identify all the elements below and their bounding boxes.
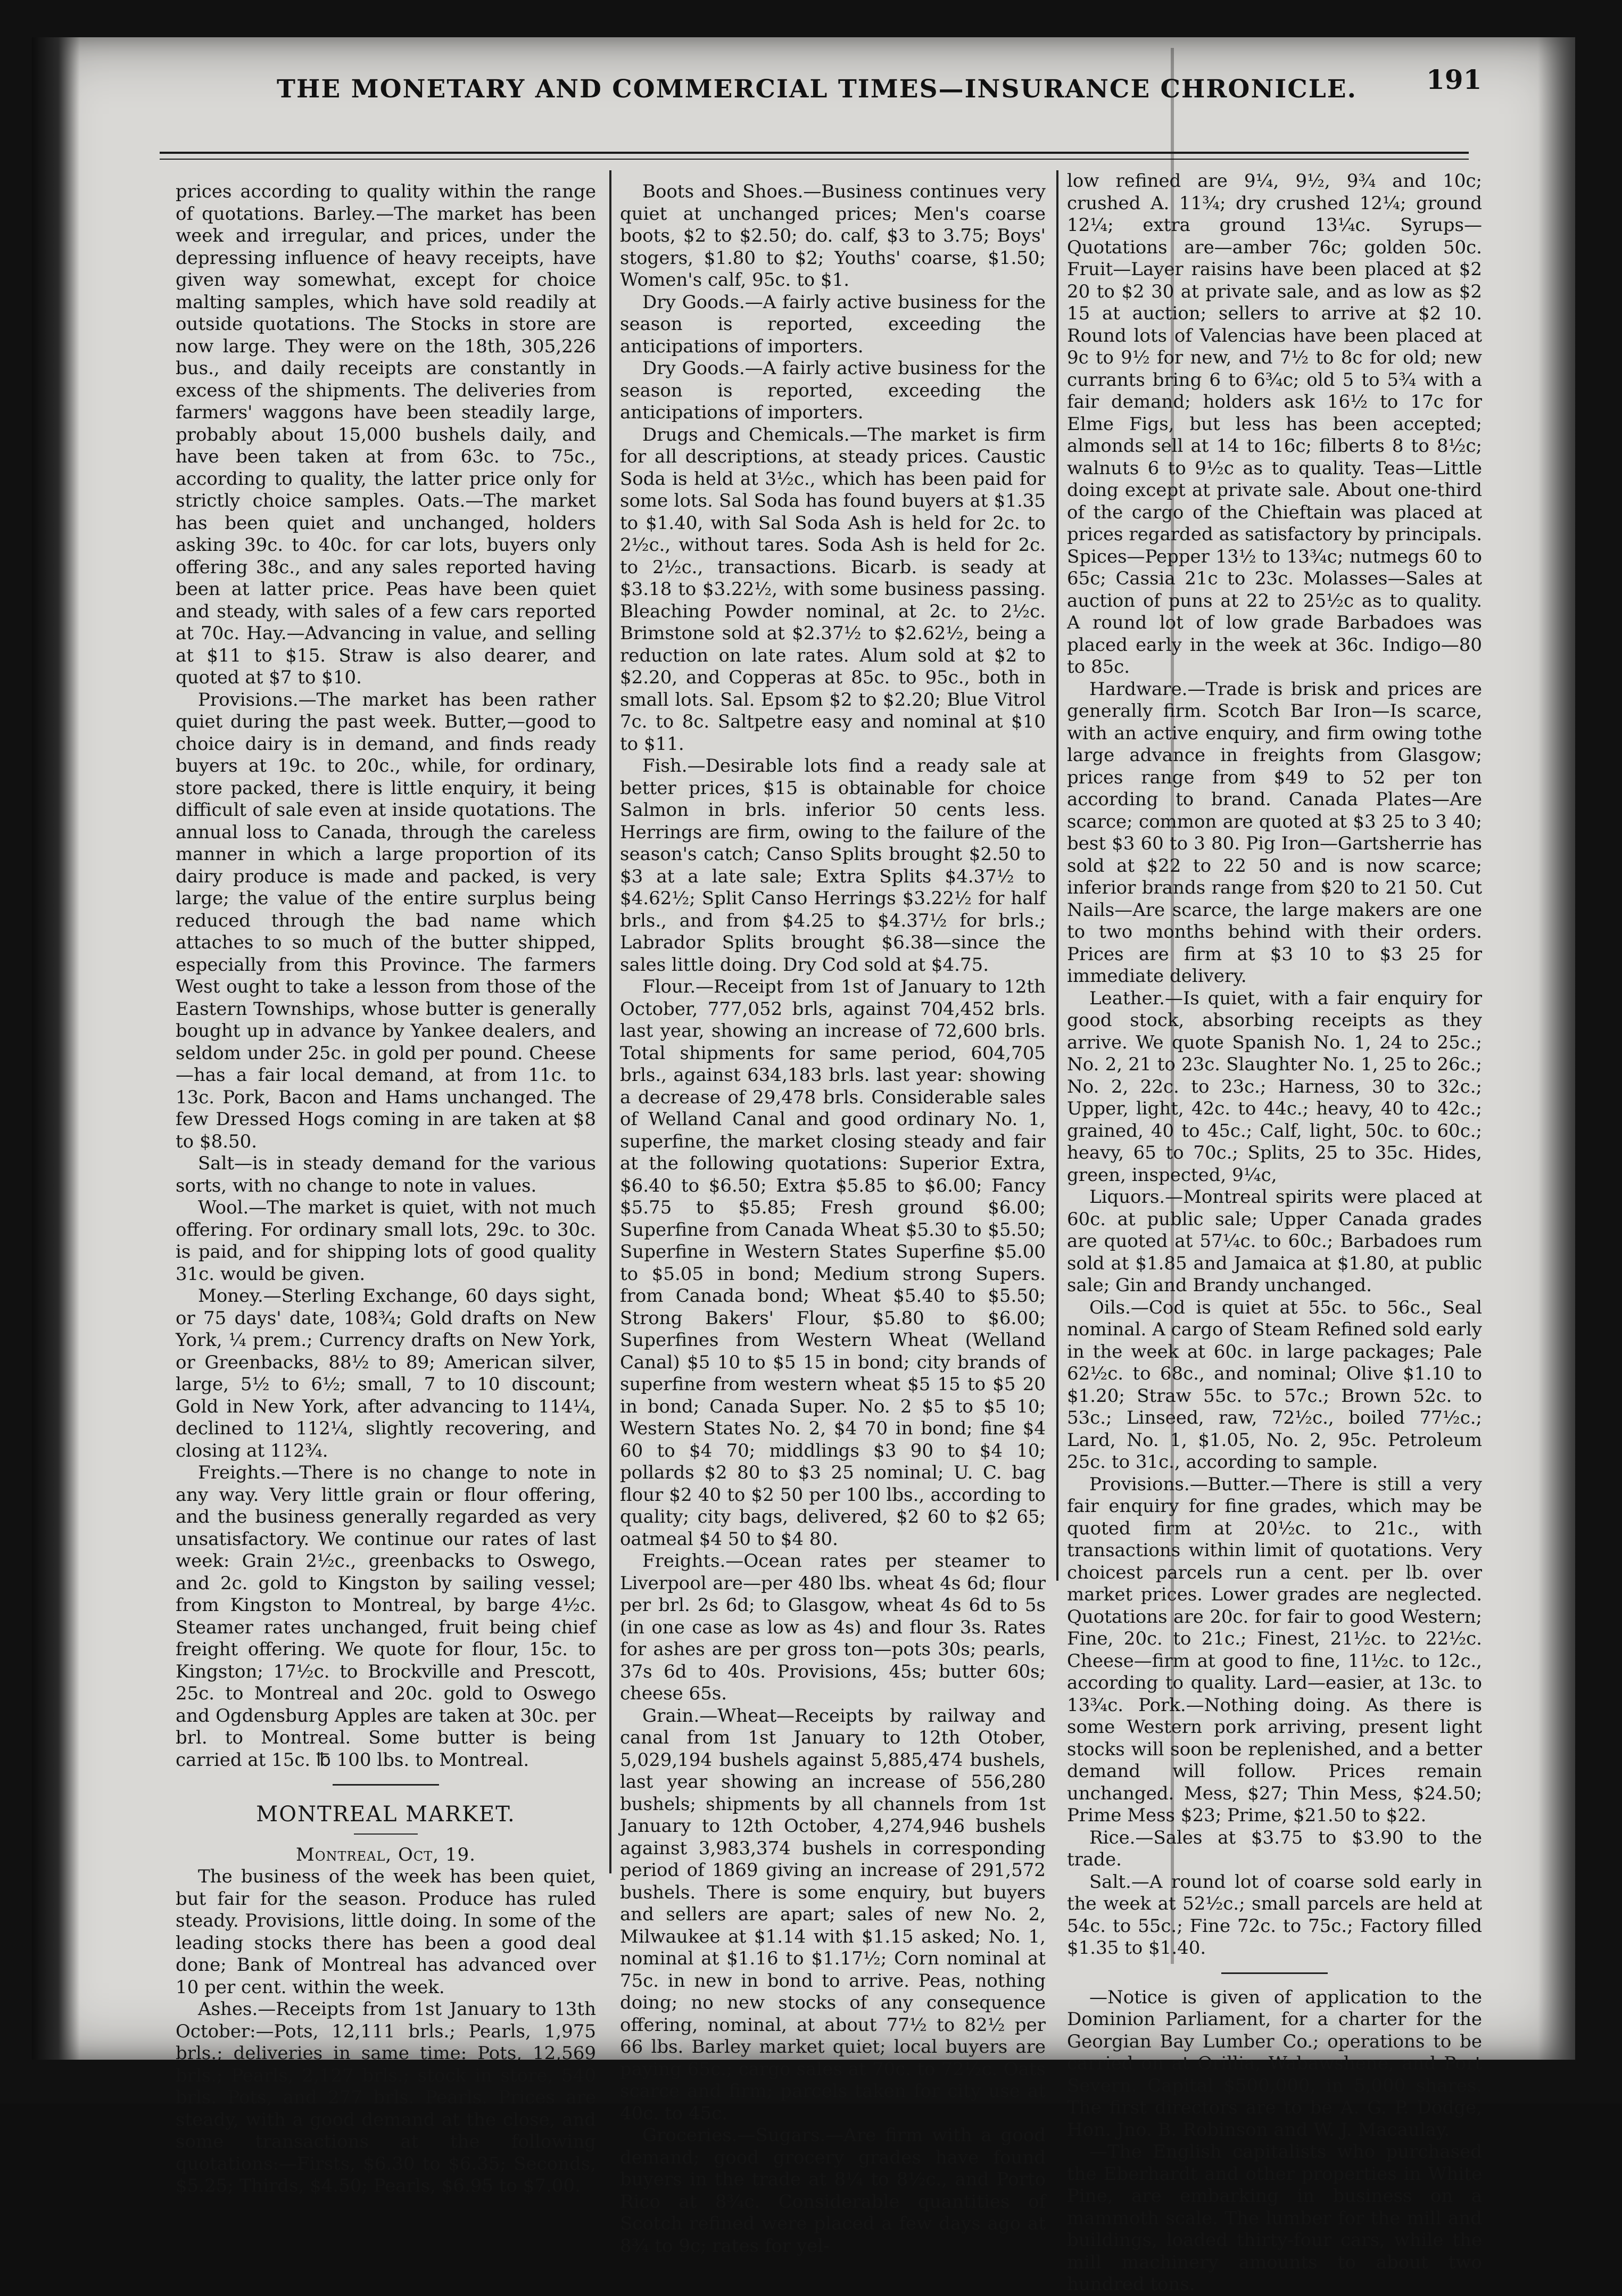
montreal-dateline: Montreal, Oct, 19. — [296, 1844, 476, 1865]
header-rule-top — [160, 152, 1469, 154]
heading-underline — [354, 1834, 418, 1835]
column-2 — [620, 181, 1046, 2257]
col1-provisions-paragraph: Provisions.—The market has been rather quiet during the past week. Butter,—good to choice dairy is in demand, and finds ready buyers at 19c. to 20c., while, for ordinary, store packed, there is little enquiry, it being difficult of sale even at inside quotations. The annual loss to Canada, through the careless manner in which a large proportion of its dairy produce is made and packed, is very large; the value of the entire surplus being reduced through the bad name which attaches to so much of the butter shipped, especially from this Province. The farmers West ought to take a lesson from those of the Eastern Townships, whose butter is generally bought up in advance by Yankee dealers, and seldom under 25c. in gold per pound. Cheese—has a fair local demand, at from 11c. to 13c. Pork, Bacon and Hams unchanged. The few Dressed Hogs coming in are taken at $8 to $8.50. — [176, 689, 596, 1152]
col3-salt-paragraph: Salt.—A round lot of coarse sold early in the week at 52½c.; small parcels are held at 54c. to 55c.; Fine 72c. to 75c.; Factory filled $1.35 to $1.40. — [1067, 1871, 1482, 1959]
section-divider-col3 — [1221, 1972, 1328, 1974]
col3-liquors-paragraph: Liquors.—Montreal spirits were placed at 60c. at public sale; Upper Canada grades are quoted at 57¼c. to 60c.; Barbadoes rum sold at $1.85 and Jamaica at $1.80, at public sale; Gin and Brandy unchanged. — [1067, 1186, 1482, 1296]
col3-hardware-paragraph: Hardware.—Trade is brisk and prices are generally firm. Scotch Bar Iron—Is scarce, with an active enquiry, and firm owing tothe large advance in freights from Glasgow; prices range from $49 to 52 per ton according to brand. Canada Plates—Are scarce; common are quoted at $3 25 to 3 40; best $3 60 to 3 80. Pig Iron—Gartsherrie has sold at $22 to 22 50 and is now scarce; inferior brands range from $20 to 21 50. Cut Nails—Are scarce, the large makers are one to two months behind with their orders. Prices are firm at $3 10 to $3 25 for immediate delivery. — [1067, 678, 1482, 987]
col3-english-capitalists-paragraph: —The English capitalists who purchased the Eberhardt and other properties in White Pine, are embarking in business on a mammoth scale. The lumber for the mill and buildings, loaded thirty-four cars, while the mill machinery amounts to about two hundred tons. — [1067, 2141, 1482, 2295]
col1-wool-paragraph: Wool.—The market is quiet, with not much offering. For ordinary small lots, 29c. to 30c. is paid, and for shipping lots of good quality 31c. would be given. — [176, 1197, 596, 1285]
page-number: 191 — [1426, 64, 1482, 95]
section-divider — [333, 1784, 439, 1786]
header-rule-bottom — [160, 159, 1469, 160]
col2-flour-paragraph: Flour.—Receipt from 1st of January to 12th October, 777,052 brls, against 704,452 brls. last year, showing an increase of 72,600 brls. Total shipments for same period, 604,705 brls., against 634,183 brls. last year: showing a decrease of 29,478 brls. Considerable sales of Welland Canal and good ordinary No. 1, superfine, the market closing steady and fair at the following quotations: Superior Extra, $6.40 to $6.50; Extra $5.85 to $6.00; Fancy $5.75 to $5.85; Fresh ground $6.00; Superfine from Canada Wheat $5.30 to $5.50; Superfine in Western States Superfine $5.00 to $5.05 in bond; Medium strong Supers. from Canada bond; Wheat $5.40 to $5.50; Strong Bakers' Flour, $5.80 to $6.00; Superfines from Western Wheat (Welland Canal) $5 10 to $5 15 in bond; city brands of superfine from western wheat $5 15 to $5 20 in bond; Canada Super. No. 2 $5 to $5 10; Western States No. 2, $4 70 in bond; fine $4 60 to $4 70; middlings $3 90 to $4 10; pollards $2 80 to $3 25 nominal; U. C. bag flour $2 40 to $2 50 per 100 lbs., according to quality; city bags, delivered, $2 60 to $2 65; oatmeal $4 50 to $4 80. — [620, 976, 1046, 1550]
col2-boots-shoes-paragraph: Boots and Shoes.—Business continues very quiet at unchanged prices; Men's coarse boots, $2 to $2.50; do. calf, $3 to 3.75; Boys' stogers, $1.80 to $2; Youths' coarse, $1.50; Women's calf, 95c. to $1. — [620, 181, 1046, 291]
col1-money-paragraph: Money.—Sterling Exchange, 60 days sight, or 75 days' date, 108¾; Gold drafts on New York, ¼ prem.; Currency drafts on New York, or Greenbacks, 88½ to 89; American silver, large, 5½ to 6½; small, 7 to 10 discount; Gold in New York, after advancing to 114¼, declined to 112¼, slightly recovering, and closing at 112¾. — [176, 1285, 596, 1461]
col3-leather-paragraph: Leather.—Is quiet, with a fair enquiry for good stock, absorbing receipts as they arrive. We quote Spanish No. 1, 24 to 25c.; No. 2, 21 to 23c. Slaughter No. 1, 25 to 26c.; No. 2, 22c. to 23c.; Harness, 30 to 32c.; Upper, light, 42c. to 44c.; heavy, 40 to 42c.; grained, 40 to 45c.; Calf, light, 50c. to 60c.; heavy, 65 to 70c.; Splits, 25 to 35c. Hides, green, inspected, 9¼c, — [1067, 987, 1482, 1186]
col2-freights-paragraph: Freights.—Ocean rates per steamer to Liverpool are—per 480 lbs. wheat 4s 6d; flour per brl. 2s 6d; to Glasgow, wheat 4s 6d to 5s (in one case as low as 4s) and flour 3s. Rates for ashes are per gross ton—pots 30s; pearls, 37s 6d to 40s. Provisions, 45s; butter 60s; cheese 65s. — [620, 1550, 1046, 1704]
col1-business-paragraph: The business of the week has been quiet, but fair for the season. Produce has ruled steady. Provisions, little doing. In some of the leading stocks there has been a good deal done; Bank of Montreal has advanced over 10 per cent. within the week. — [176, 1866, 596, 1998]
column-1 — [176, 181, 596, 2198]
col1-freights-paragraph: Freights.—There is no change to note in any way. Very little grain or flour offering, and the business generally regarded as very unsatisfactory. We continue our rates of last week: Grain 2½c., greenbacks to Oswego, and 2c. gold to Kingston by sailing vessel; from Kingston to Montreal, by barge 4½c. Steamer rates unchanged, fruit being chief freight offering. We quote for flour, 15c. to Kingston; 17½c. to Brockville and Prescott, 25c. to Montreal and 20c. gold to Oswego and Ogdensburg Apples are taken at 30c. per brl. to Montreal. Some butter is being carried at 15c. ℔ 100 lbs. to Montreal. — [176, 1462, 596, 1771]
col1-salt-paragraph: Salt—is in steady demand for the various sorts, with no change to note in values. — [176, 1153, 596, 1196]
col3-rice-paragraph: Rice.—Sales at $3.75 to $3.90 to the trade. — [1067, 1827, 1482, 1870]
col1-barley-paragraph: prices according to quality within the range of quotations. Barley.—The market has been week and irregular, and prices, under the depressing influence of heavy receipts, have given way somewhat, except for choice malting samples, which have sold readily at outside quotations. The Stocks in store are now large. They were on the 18th, 305,226 bus., and daily receipts are constantly in excess of the shipments. The deliveries from farmers' waggons have been steadily large, probably about 15,000 bushels daily, and have been taken at from 63c. to 75c., according to quality, the latter price only for strictly choice samples. Oats.—The market has been quiet and unchanged, holders asking 39c. to 40c. for car lots, buyers only offering 38c., and any sales reported having been at latter price. Peas have been quiet and steady, with sales of a few cars reported at 70c. Hay.—Advancing in value, and selling at $11 to $15. Straw is also dearer, and quoted at $7 to $10. — [176, 181, 596, 688]
col1-ashes-paragraph: Ashes.—Receipts from 1st January to 13th October:—Pots, 12,111 brls.; Pearls, 1,975 brls.; deliveries in same time: Pots, 12,569 brls.; Pearls, 2,127 brls.; stock in store, 540 brls. Pots, and 277 brls. Pearls. Prices are steady, with a good demand at the close, and some transactions at the following quotations:—Firsts, $6.30 to $6.35; Seconds, $5.25; Thirds, $4.50; Pearls, $6.95 to $7.00. — [176, 1998, 596, 2196]
page-header-title: THE MONETARY AND COMMERCIAL TIMES—INSURANCE CHRONICLE. — [277, 75, 1357, 104]
column-divider-1 — [609, 170, 611, 1873]
col3-oils-paragraph: Oils.—Cod is quiet at 55c. to 56c., Seal nominal. A cargo of Steam Refined sold early in the week at 60c. in large packages; Pale 62½c. to 68c., and nominal; Olive $1.10 to $1.20; Straw 55c. to 57c.; Brown 52c. to 53c.; Linseed, raw, 72½c., boiled 77½c.; Lard, No. 1, $1.05, No. 2, 95c. Petroleum 25c. to 31c., according to sample. — [1067, 1296, 1482, 1473]
column-3 — [1067, 170, 1482, 2296]
col3-provisions-paragraph: Provisions.—Butter.—There is still a very fair enquiry for fine grades, which may be quoted firm at 20½c. to 21c., with transactions within limit of quotations. Very choicest parcels run a cent. per lb. over market prices. Lower grades are neglected. Quotations are 20c. for fair to good Western; Fine, 20c. to 21c.; Finest, 21½c. to 22½c. Cheese—firm at good to fine, 11½c. to 12c., according to quality. Lard—easier, at 13c. to 13¾c. Pork.—Nothing doing. As there is some Western pork arriving, present light stocks will soon be replenished, and a better demand will follow. Prices remain unchanged. Mess, $27; Thin Mess, $24.50; Prime Mess $23; Prime, $21.50 to $22. — [1067, 1473, 1482, 1826]
col2-fish-paragraph: Fish.—Desirable lots find a ready sale at better prices, $15 is obtainable for choice Salmon in brls. inferior 50 cents less. Herrings are firm, owing to the failure of the season's catch; Canso Splits brought $2.50 to $3 at a late sale; Extra Splits $4.37½ to $4.62½; Split Canso Herrings $3.22½ for half brls., and from $4.25 to $4.37½ for brls.; Labrador Splits brought $6.38—since the sales little doing. Dry Cod sold at $4.75. — [620, 755, 1046, 976]
col2-dry-goods-paragraph: Dry Goods.—A fairly active business for the season is reported, exceeding the anticipations of importers. — [620, 291, 1046, 357]
col2-grain-paragraph: Grain.—Wheat—Receipts by railway and canal from 1st January to 12th Otober, 5,029,194 bushels against 5,885,474 bushels, last year showing an increase of 556,280 bushels; shipments by all channels from 1st January to 12th October, 4,274,946 bushels against 3,983,374 bushels in corresponding period of 1869 giving an increase of 291,572 bushels. There is some enquiry, but buyers and sellers are apart; sales of new No. 2, Milwaukee at $1.14 with $1.15 asked; No. 1, nominal at $1.16 to $1.17½; Corn nominal at 75c. in new in bond to arrive. Peas, nothing doing; no new stocks of any consequence offering, nominal, at about 77½ to 82½ per 66 lbs. Barley market quiet; local buyers are paying 65c.; cargo sales at 70c. to 72½c. Oats scarce and firm; parcels taken for city use at 40c. to 45c. — [620, 1705, 1046, 2124]
page-edge-shadow — [1538, 37, 1575, 2060]
col3-groceries-continued-paragraph: low refined are 9¼, 9½, 9¾ and 10c; crushed A. 11¾; dry crushed 12¼; ground 12¼; extra ground 13¼c. Syrups—Quotations are—amber 76c; golden 50c. Fruit—Layer raisins have been placed at $2 20 to $2 30 at private sale, and as low as $2 15 at auction; sellers to arrive at $2 10. Round lots of Valencias have been placed at 9c to 9½ for new, and 7½ to 8c for old; new currants bring 6 to 6¾c; old 5 to 5¾ with a fair demand; holders ask 16½ to 17c for Elme Figs, but less has been accepted; almonds sell at 14 to 16c; filberts 8 to 8½c; walnuts 6 to 9½c as to quality. Teas—Little doing except at private sale. About one-third of the cargo of the Chieftain was placed at prices regarded as satisfactory by principals. Spices—Pepper 13½ to 13¾c; nutmegs 60 to 65c; Cassia 21c to 23c. Molasses—Sales at auction of puns at 22 to 25½c as to quality. A round lot of low grade Barbadoes was placed early in the week at 36c. Indigo—80 to 85c. — [1067, 170, 1482, 678]
column-divider-2 — [1056, 170, 1058, 1581]
col2-drugs-chemicals-paragraph: Drugs and Chemicals.—The market is firm for all descriptions, at steady prices. Caustic Soda is held at 3½c., which has been paid for some lots. Sal Soda has found buyers at $1.35 to $1.40, with Sal Soda Ash is held for 2c. to 2½c., without tares. Soda Ash is held for 2c. to 2½c., transactions. Bicarb. is seady at $3.18 to $3.22½, with some business passing. Bleaching Powder nominal, at 2c. to 2½c. Brimstone sold at $2.37½ to $2.62½, being a reduction on late rates. Alum sold at $2 to $2.20, and Copperas at 85c. to 95c., both in small lots. Sal. Epsom $2 to $2.20; Blue Vitrol 7c. to 8c. Saltpetre easy and nominal at $10 to $11. — [620, 424, 1046, 755]
col2-groceries-paragraph: Groceries.—Sugars.—Are firm with a good demand; good grocery grades have found buyers in the trade at 8¼ to 8½c., and Porto Rico at 8¾c. Considerable quantities of Scotch refined were placed a few days ago at 8¾ to 9c; rates for yel- — [620, 2125, 1046, 2257]
col2-dry-goods-repeat-paragraph: Dry Goods.—A fairly active business for the season is reported, exceeding the anticipations of importers. — [620, 358, 1046, 423]
col3-lumber-notice-paragraph: —Notice is given of application to the Dominion Parliament, for a charter for the Georgian Bay Lumber Co.; operations to be carried on at Orillia, Wabawshene, and Port Severn. Capital $500,000, in 5,000 shares. The first directors are to be A. G. P. Dodge, Hon. Jno. B. Robinson and W. J. Macaulay. — [1067, 1986, 1482, 2141]
montreal-market-heading: MONTREAL MARKET. — [256, 1802, 516, 1827]
page-binding-shadow — [32, 37, 80, 2060]
